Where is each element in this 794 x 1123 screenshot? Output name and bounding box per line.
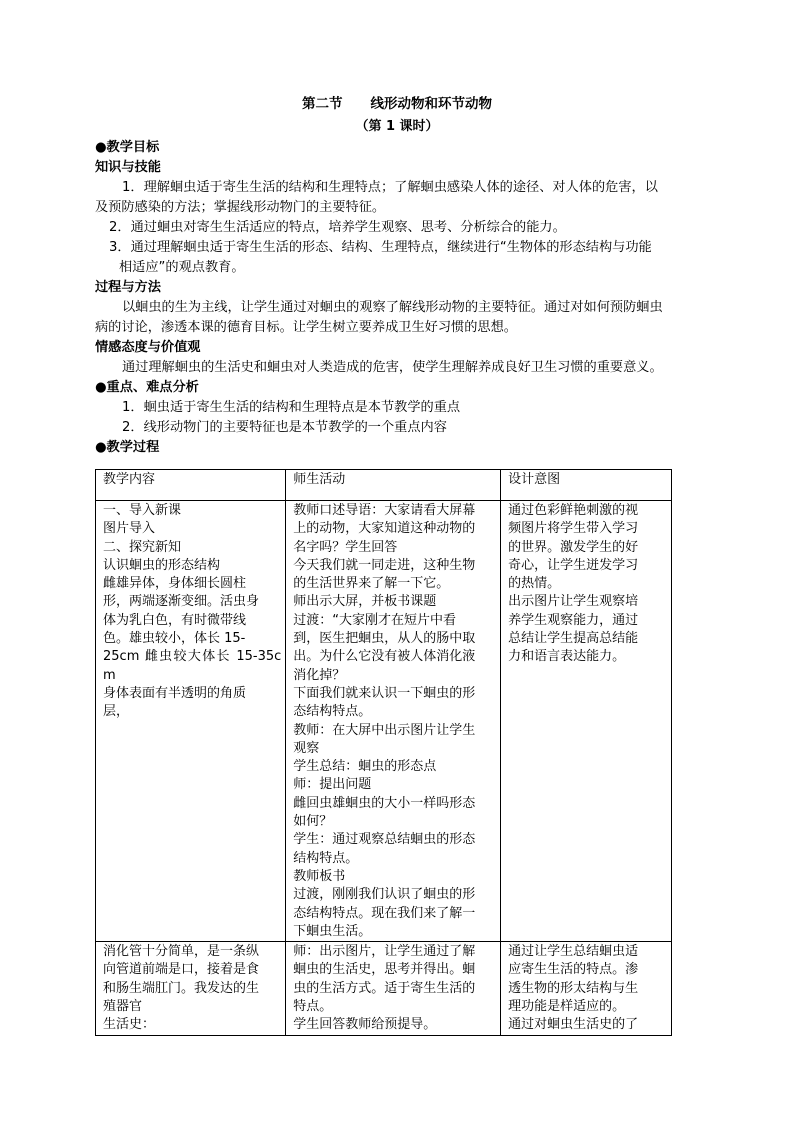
cell-line: 奇心，让学生迸发学习 — [508, 557, 639, 573]
teaching-process-table — [95, 469, 672, 1036]
section-heading-process: ●教学过程 — [95, 440, 160, 455]
header-activity: 师生活动 — [286, 470, 501, 501]
cell-line: 形，两端逐渐变细。活虫身 — [103, 594, 260, 610]
lesson-period: （第 1 课时） — [355, 119, 439, 134]
cell-line: 师：出示图片，让学生通过了解 — [293, 944, 476, 960]
process-text-a: 以蛔虫的生为主线，让学生通过对蛔虫的观察了解线形动物的主要特征。通过对如何预防蛔虫 — [122, 300, 663, 315]
cell-line: 理功能是样适应的。 — [508, 999, 626, 1015]
cell-line: 雌回虫雄蛔虫的大小一样吗形态 — [293, 795, 476, 811]
lesson-topic: 线形动物和环节动物 — [370, 96, 492, 112]
header-intent: 设计意图 — [501, 470, 672, 501]
cell-activity — [286, 501, 501, 942]
cell-line: 的生活世界来了解一下它。 — [293, 576, 450, 592]
cell-line: 认识蛔虫的形态结构 — [103, 557, 221, 573]
cell-line: 25cm 雌虫较大体长 15-35cm — [103, 649, 282, 683]
cell-line: 观察 — [293, 740, 320, 756]
cell-line: 的世界。激发学生的好 — [508, 539, 639, 555]
cell-line: 一、导入新课 — [103, 503, 182, 518]
table-row — [96, 942, 672, 1035]
table-header-row — [96, 470, 672, 501]
cell-line: 出。为什么它没有被人体消化液 — [293, 649, 476, 665]
cell-line: 虫的生活方式。适于寄生生活的 — [293, 980, 476, 996]
cell-line: 生活史： — [103, 1017, 156, 1033]
cell-line: 师：提出问题 — [293, 777, 372, 793]
subheading-emotion: 情感态度与价值观 — [95, 340, 201, 355]
cell-line: 二、探究新知 — [103, 539, 182, 555]
cell-line: 教师：在大屏中出示图片让学生 — [293, 722, 476, 738]
cell-line: 体为乳白色，有时微带线 — [103, 612, 247, 628]
cell-line: 到，医生把蛔虫，从人的肠中取 — [293, 631, 476, 647]
cell-line: 应寄生生活的特点。渗 — [508, 962, 639, 978]
cell-line: 力和语言表达能力。 — [508, 649, 626, 665]
cell-line: 养学生观察能力，通过 — [508, 612, 639, 628]
cell-line: 频图片将学生带入学习 — [508, 521, 639, 537]
cell-line: 色。雄虫较小，体长 15- — [103, 631, 246, 647]
cell-line: 蛔虫的生活史，思考并得出。蛔 — [293, 962, 476, 978]
cell-line: 师出示大屏，并板书课题 — [293, 594, 437, 610]
cell-intent — [501, 942, 672, 1035]
cell-line: 通过让学生总结蛔虫适 — [508, 944, 639, 960]
knowledge-item-3a: 3．通过理解蛔虫适于寄生生活的形态、结构、生理特点，继续进行“生物体的形态结构与功能 — [109, 240, 652, 255]
keypoint-1: 1．蛔虫适于寄生生活的结构和生理特点是本节教学的重点 — [122, 400, 461, 415]
cell-line: 的热情。 — [508, 576, 561, 592]
cell-line: 下蛔虫生活。 — [293, 923, 372, 939]
knowledge-item-1a: 1．理解蛔虫适于寄生生活的结构和生理特点；了解蛔虫感染人体的途径、对人体的危害，以 — [122, 180, 658, 195]
cell-line: 如何？ — [293, 814, 333, 830]
cell-line: 殖器官 — [103, 999, 143, 1015]
cell-line: 下面我们就来认识一下蛔虫的形 — [293, 685, 476, 701]
table-row — [96, 501, 672, 942]
cell-line: 上的动物，大家知道这种动物的 — [293, 521, 476, 537]
cell-line: 透生物的形太结构与生 — [508, 980, 639, 996]
cell-line: 教师板书 — [293, 868, 346, 884]
cell-line: 层， — [103, 704, 130, 720]
cell-line: 过渡：“大家刚才在短片中看 — [293, 612, 457, 628]
cell-line: 教师口述导语：大家请看大屏幕 — [293, 503, 476, 518]
process-text-b: 病的讨论，渗透本课的德育目标。让学生树立要养成卫生好习惯的思想。 — [95, 320, 517, 335]
cell-line: 通过色彩鲜艳刺激的视 — [508, 503, 639, 518]
cell-content — [96, 942, 286, 1035]
cell-intent — [501, 501, 672, 942]
knowledge-item-2: 2．通过蛔虫对寄生生活适应的特点，培养学生观察、思考、分析综合的能力。 — [109, 220, 566, 235]
cell-line: 图片导入 — [103, 521, 156, 537]
cell-line: 通过对蛔虫生活史的了 — [508, 1017, 639, 1033]
cell-line: 名字吗？学生回答 — [293, 539, 398, 555]
cell-line: 身体表面有半透明的角质 — [103, 685, 247, 701]
cell-line: 消化掉？ — [293, 667, 346, 683]
knowledge-item-1b: 及预防感染的方法；掌握线形动物门的主要特征。 — [95, 200, 386, 215]
cell-line: 和肠生端肛门。我发达的生 — [103, 980, 260, 996]
cell-line: 雌雄异体，身体细长圆柱 — [103, 576, 247, 592]
cell-line: 特点。 — [293, 999, 333, 1015]
emotion-text: 通过理解蛔虫的生活史和蛔虫对人类造成的危害，使学生理解养成良好卫生习惯的重要意义。 — [122, 360, 663, 375]
section-heading-keypoints: ●重点、难点分析 — [95, 380, 199, 395]
lesson-title — [0, 94, 794, 114]
knowledge-item-3b: 相适应”的观点教育。 — [119, 260, 245, 275]
lesson-section-number: 第二节 — [302, 96, 343, 112]
document-body — [95, 138, 705, 458]
cell-line: 向管道前端是口，接着是食 — [103, 962, 260, 978]
section-heading-goals: ●教学目标 — [95, 140, 160, 155]
subheading-process: 过程与方法 — [95, 280, 161, 295]
keypoint-2: 2．线形动物门的主要特征也是本节教学的一个重点内容 — [122, 420, 447, 435]
cell-activity — [286, 942, 501, 1035]
subheading-knowledge: 知识与技能 — [95, 160, 161, 175]
cell-content — [96, 501, 286, 942]
cell-line: 学生总结：蛔虫的形态点 — [293, 759, 437, 775]
cell-line: 态结构特点。 — [293, 704, 372, 720]
cell-line: 学生回答教师给预提导。 — [293, 1017, 437, 1033]
cell-line: 消化管十分简单，是一条纵 — [103, 944, 260, 960]
cell-line: 今天我们就一同走进，这种生物 — [293, 557, 476, 573]
cell-line: 结构特点。 — [293, 850, 359, 866]
cell-line: 态结构特点。现在我们来了解一 — [293, 905, 476, 921]
cell-line: 过渡，刚刚我们认识了蛔虫的形 — [293, 887, 476, 903]
header-content: 教学内容 — [96, 470, 286, 501]
cell-line: 出示图片让学生观察培 — [508, 594, 639, 610]
cell-line: 总结让学生提高总结能 — [508, 631, 639, 647]
cell-line: 学生：通过观察总结蛔虫的形态 — [293, 832, 476, 848]
